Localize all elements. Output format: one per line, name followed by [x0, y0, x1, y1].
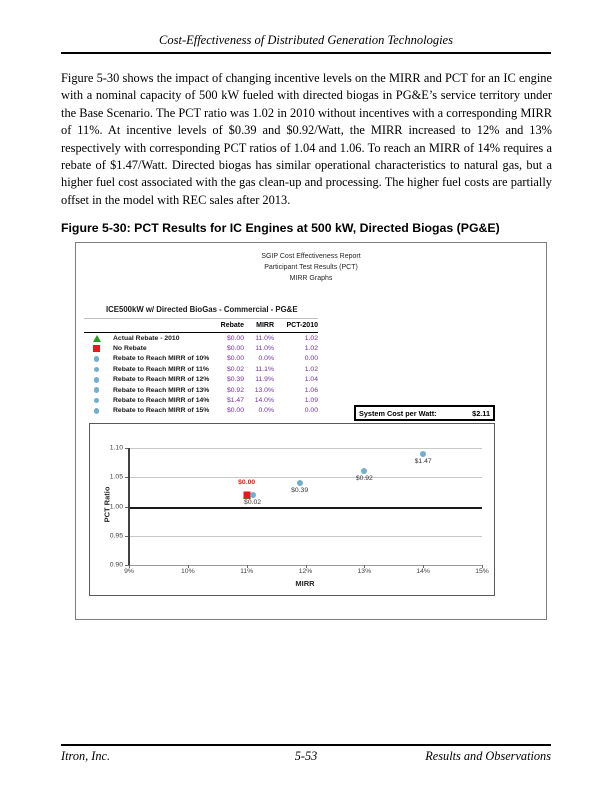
circle-icon — [94, 387, 100, 393]
pct-value: 1.06 — [304, 386, 318, 394]
figure-box — [75, 242, 547, 620]
gridline — [129, 448, 482, 449]
row-label: Rebate to Reach MIRR of 12% — [113, 376, 210, 384]
y-tick-label: 0.90 — [109, 561, 123, 569]
rebate-value: $0.00 — [226, 345, 244, 353]
figure-caption: Figure 5-30: PCT Results for IC Engines at 500 kW, Directed Biogas (PG&E) — [61, 221, 500, 235]
y-tick-label: 1.00 — [109, 503, 123, 510]
row-label: No Rebate — [113, 345, 147, 353]
circle-icon — [94, 398, 100, 404]
pct-value: 0.00 — [304, 407, 318, 415]
x-tick-label: 14% — [416, 568, 430, 575]
circle-icon — [94, 367, 100, 373]
mirr-value: 11.1% — [255, 365, 274, 373]
rebate-value: $1.47 — [226, 397, 244, 405]
circle-icon — [94, 356, 100, 362]
chart-title-line-3: MIRR Graphs — [289, 275, 333, 282]
x-tick-label: 12% — [298, 568, 313, 575]
x-tick-label: 11% — [240, 568, 254, 575]
y-tick-label: 1.05 — [109, 473, 123, 481]
system-cost-box — [354, 405, 495, 421]
point-label: $0.02 — [244, 498, 262, 506]
y-axis-line — [128, 448, 130, 565]
mirr-value: 11.9% — [255, 376, 274, 384]
x-tick-mark — [364, 565, 365, 568]
legend-marker-cell — [84, 398, 109, 404]
chart-subtitle: ICE500kW w/ Directed BioGas - Commercial - PG&E — [106, 305, 298, 314]
table-row — [84, 395, 318, 405]
table-row — [84, 385, 318, 395]
footer-section: Results and Observations — [425, 749, 551, 763]
pct-value: 1.09 — [304, 397, 318, 405]
table-row — [84, 364, 318, 374]
column-header: MIRR — [256, 322, 274, 329]
circle-marker — [250, 492, 256, 498]
reference-line — [129, 507, 482, 510]
gridline — [129, 477, 482, 478]
table-row — [84, 343, 318, 353]
x-tick-mark — [423, 565, 424, 568]
rebate-value: $0.92 — [226, 386, 244, 394]
pct-value: 1.02 — [304, 365, 318, 373]
circle-marker — [420, 451, 426, 457]
gridline — [129, 536, 482, 537]
rebate-value: $0.39 — [226, 376, 244, 384]
row-label: Rebate to Reach MIRR of 14% — [113, 397, 210, 405]
row-label: Rebate to Reach MIRR of 11% — [113, 365, 209, 373]
header-rule — [61, 52, 551, 54]
mirr-value: 14.0% — [254, 397, 274, 405]
table-row — [84, 406, 318, 416]
plot-area — [109, 444, 489, 575]
x-axis-title: MIRR — [295, 579, 315, 588]
legend-marker-cell — [84, 335, 109, 342]
x-tick-mark — [129, 565, 130, 568]
system-cost-label: System Cost per Watt: — [359, 408, 437, 418]
pct-value: 1.04 — [304, 376, 318, 384]
circle-icon — [94, 377, 100, 383]
mirr-value: 11.0% — [255, 345, 274, 353]
y-tick-label: 1.10 — [109, 444, 123, 452]
square-icon — [93, 345, 100, 352]
pct-value: 1.02 — [304, 334, 318, 342]
rebate-value: $0.02 — [226, 365, 244, 373]
mirr-value: 0.0% — [258, 407, 274, 415]
row-label: Rebate to Reach MIRR of 15% — [113, 407, 210, 415]
x-tick-mark — [247, 565, 248, 568]
chart-title-line-1: SGIP Cost Effectiveness Report — [261, 253, 361, 260]
row-label: Rebate to Reach MIRR of 10% — [113, 355, 210, 363]
x-tick-label: 13% — [357, 568, 372, 575]
table-row — [84, 375, 318, 385]
legend-table — [84, 318, 318, 416]
legend-marker-cell — [84, 367, 109, 373]
plot-box — [89, 423, 495, 596]
body-paragraph: Figure 5-30 shows the impact of changing incentive levels on the MIRR and PCT for an IC engine with a nominal capacity of 500 kW fueled with directed biogas in PG&E’s service territory under the Base Scenario. The PCT ratio was 1.02 in 2010 without incentives with a corresponding MIRR of 11%. At incentive levels of $0.39 and $0.92/Watt, the MIRR increased to 12% and 13% respectively with corresponding PCT ratios of 1.04 and 1.06. To reach an MIRR of 14% requires a rebate of $1.47/Watt. Directed biogas has similar operational characteristics to natural gas, but a higher fuel cost associated with the gas clean-up and processing. The higher fuel costs are partially offset in the model with REC sales after 2013. — [61, 71, 552, 207]
pct-value: 0.00 — [304, 355, 318, 363]
legend-marker-cell — [84, 408, 109, 414]
point-label: $1.47 — [414, 457, 432, 465]
circle-marker — [361, 468, 367, 474]
system-cost-value: $2.11 — [472, 408, 490, 418]
x-tick-mark — [306, 565, 307, 568]
table-row — [84, 333, 318, 343]
triangle-icon — [93, 335, 101, 342]
x-tick-label: 9% — [124, 568, 134, 575]
footer-company: Itron, Inc. — [61, 749, 111, 763]
legend-marker-cell — [84, 356, 109, 362]
column-header: PCT-2010 — [286, 322, 318, 329]
y-tick-label: 0.95 — [109, 532, 123, 540]
table-header-row — [84, 318, 318, 333]
x-tick-label: 10% — [181, 568, 195, 575]
rebate-value: $0.00 — [226, 334, 244, 342]
rebate-value: $0.00 — [226, 355, 244, 363]
circle-icon — [94, 408, 100, 414]
rebate-value: $0.00 — [226, 407, 244, 415]
footer-rule — [61, 744, 551, 746]
mirr-value: 11.0% — [255, 334, 274, 342]
column-header: Rebate — [220, 322, 244, 329]
running-header-title: Cost-Effectiveness of Distributed Generation Technologies — [159, 33, 453, 47]
legend-marker-cell — [84, 387, 109, 393]
y-axis-title: PCT Ratio — [102, 486, 112, 523]
pct-value: 1.02 — [304, 345, 318, 353]
chart-title-block — [76, 251, 546, 284]
row-label: Actual Rebate - 2010 — [113, 334, 180, 342]
footer-page-number: 5-53 — [294, 749, 318, 763]
x-tick-mark — [188, 565, 189, 568]
x-tick-mark — [482, 565, 483, 568]
legend-marker-cell — [84, 377, 109, 383]
mirr-value: 13.0% — [254, 386, 274, 394]
circle-marker — [297, 480, 303, 486]
chart-title-line-2: Participant Test Results (PCT) — [264, 264, 358, 271]
row-label: Rebate to Reach MIRR of 13% — [113, 386, 210, 394]
point-label: $0.92 — [355, 475, 373, 483]
point-label: $0.00 — [238, 478, 256, 486]
x-tick-label: 15% — [475, 568, 489, 575]
point-label: $0.39 — [291, 487, 309, 495]
legend-marker-cell — [84, 345, 109, 352]
mirr-value: 0.0% — [258, 355, 274, 363]
table-row — [84, 354, 318, 364]
